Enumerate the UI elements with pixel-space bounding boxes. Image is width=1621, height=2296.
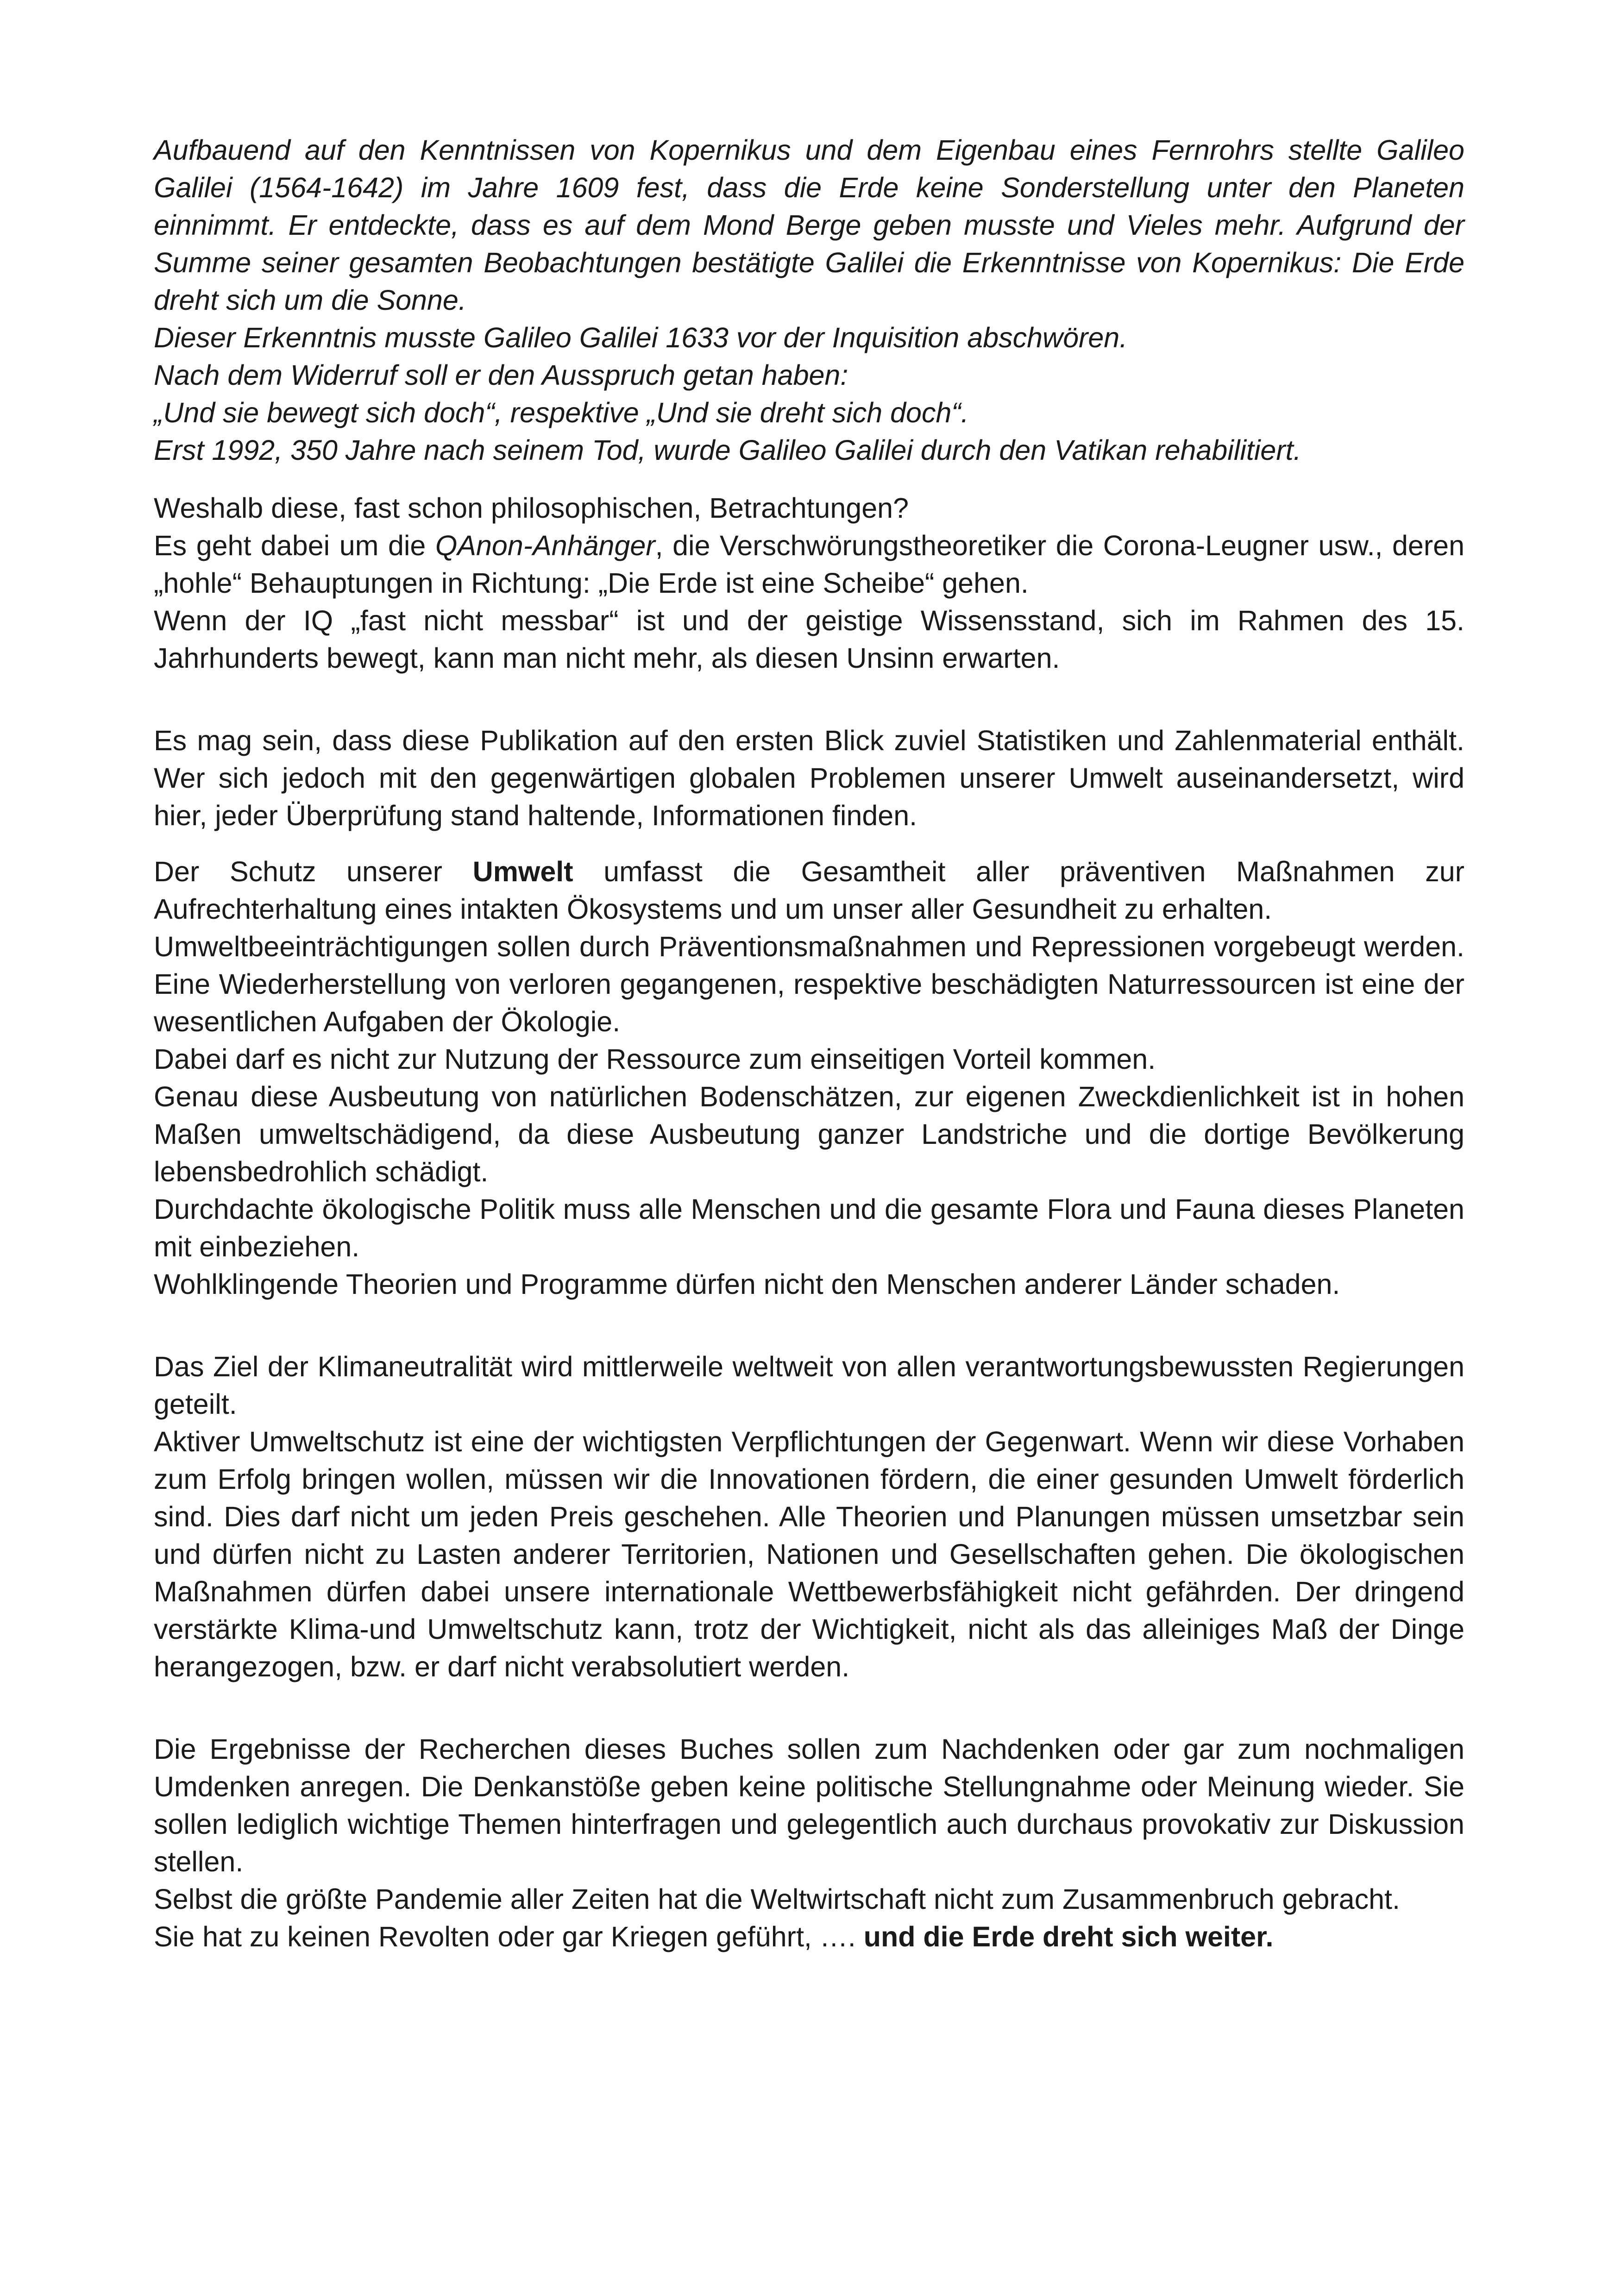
body-text [154,132,1464,1956]
umwelt-exploitation-paragraph: Genau diese Ausbeutung von natürlichen Bodenschätzen, zur eigenen Zweckdienlichkeit ist in hohen Maßen umweltschädigend, da diese Ausbeutung ganzer Landstriche und die dortige Bevölkerung lebensbedrohlich schädigt. [154,1081,1464,1187]
spacer [154,1686,1464,1731]
umwelt-text-after: umfasst die Gesamtheit aller präventiven Maßnahmen zur Aufrechterhaltung eines intakten Ökosystems und um unser aller Gesundheit zu erhalten. [154,856,1464,925]
spacer [154,834,1464,853]
intro-galilei-paragraph: Aufbauend auf den Kenntnissen von Kopernikus und dem Eigenbau eines Fernrohrs stellte Galileo Galilei (1564-1642) im Jahre 1609 fest, dass die Erde keine Sonderstellung unter den Planeten einnimmt. Er entdeckte, dass es auf dem Mond Berge geben musste und Vieles mehr. Aufgrund der Summe seiner gesamten Beobachtungen bestätigte Galilei die Erkenntnisse von Kopernikus: Die Erde dreht sich um die Sonne. [154,134,1464,316]
closing-bold-phrase: und die Erde dreht sich weiter. [863,1921,1274,1952]
umwelt-theories-paragraph: Wohlklingende Theorien und Programme dürfen nicht den Menschen anderer Länder schaden. [154,1268,1340,1300]
why-qanon-text-before: Es geht dabei um die [154,530,435,561]
klima-active-protection-paragraph: Aktiver Umweltschutz ist eine der wichtigsten Verpflichtungen der Gegenwart. Wenn wir diese Vorhaben zum Erfolg bringen wollen, müssen wir die Innovationen fördern, die einer gesunden Umwelt förderlich sind. Dies darf nicht um jeden Preis geschehen. Alle Theorien und Planungen müssen umsetzbar sein und dürfen nicht zu Lasten anderer Territorien, Nationen und Gesellschaften gehen. Die ökologischen Maßnahmen dürfen dabei unsere internationale Wettbewerbsfähigkeit nicht gefährden. Der dringend verstärkte Klima-und Umweltschutz kann, trotz der Wichtigkeit, nicht als das alleiniges Maß der Dinge herangezogen, bzw. er darf nicht verabsolutiert werden. [154,1426,1464,1682]
intro-rehabilitation-line: Erst 1992, 350 Jahre nach seinem Tod, wurde Galileo Galilei durch den Vatikan rehabilitiert. [154,434,1301,466]
intro-quote-line: „Und sie bewegt sich doch“, respektive „Und sie dreht sich doch“. [154,397,969,428]
why-qanon-text-after: , die Verschwörungstheoretiker die Corona-Leugner usw., deren „hohle“ Behauptungen in Richtung: „Die Erde ist eine Scheibe“ gehen. [154,530,1465,599]
why-question-line: Weshalb diese, fast schon philosophischen, Betrachtungen? [154,492,909,524]
umwelt-text-before: Der Schutz unserer [154,856,473,887]
umwelt-policy-paragraph: Durchdachte ökologische Politik muss alle Menschen und die gesamte Flora und Fauna dieses Planeten mit einbeziehen. [154,1193,1464,1262]
spacer [154,677,1464,722]
umwelt-resource-line: Dabei darf es nicht zur Nutzung der Ressource zum einseitigen Vorteil kommen. [154,1043,1156,1075]
why-iq-paragraph: Wenn der IQ „fast nicht messbar“ ist und der geistige Wissensstand, sich im Rahmen des 15. Jahrhunderts bewegt, kann man nicht mehr, als diesen Unsinn erwarten. [154,605,1464,674]
ergebnisse-paragraph: Die Ergebnisse der Recherchen dieses Buches sollen zum Nachdenken oder gar zum nochmaligen Umdenken anregen. Die Denkanstöße geben keine politische Stellungnahme oder Meinung wieder. Sie sollen lediglich wichtige Themen hinterfragen und gelegentlich auch durchaus provokativ zur Diskussion stellen. [154,1733,1464,1877]
intro-inquisition-line: Dieser Erkenntnis musste Galileo Galilei 1633 vor der Inquisition abschwören. [154,322,1128,353]
umwelt-prevention-paragraph: Umweltbeeinträchtigungen sollen durch Präventionsmaßnahmen und Repressionen vorgebeugt werden. Eine Wiederherstellung von verloren gegangenen, respektive beschädigten Naturressourcen ist eine der wesentlichen Aufgaben der Ökologie. [154,931,1464,1037]
klima-goal-paragraph: Das Ziel der Klimaneutralität wird mittlerweile weltweit von allen verantwortungsbewussten Regierungen geteilt. [154,1351,1464,1420]
umwelt-term: Umwelt [472,856,573,887]
intro-widerruf-line: Nach dem Widerruf soll er den Ausspruch getan haben: [154,359,848,391]
pandemie-paragraph: Selbst die größte Pandemie aller Zeiten hat die Weltwirtschaft nicht zum Zusammenbruch gebracht. [154,1883,1400,1915]
closing-text-before: Sie hat zu keinen Revolten oder gar Kriegen geführt, …. [154,1921,864,1952]
spacer [154,1303,1464,1348]
closing-line [154,1918,1464,1956]
publication-paragraph: Es mag sein, dass diese Publikation auf den ersten Blick zuviel Statistiken und Zahlenmaterial enthält. Wer sich jedoch mit den gegenwärtigen globalen Problemen unserer Umwelt auseinandersetzt, wird hier, jeder Überprüfung stand haltende, Informationen finden. [154,725,1464,831]
umwelt-definition-paragraph [154,853,1464,928]
spacer [154,469,1464,489]
why-qanon-paragraph [154,527,1464,602]
qanon-term: QAnon-Anhänger [435,530,655,561]
